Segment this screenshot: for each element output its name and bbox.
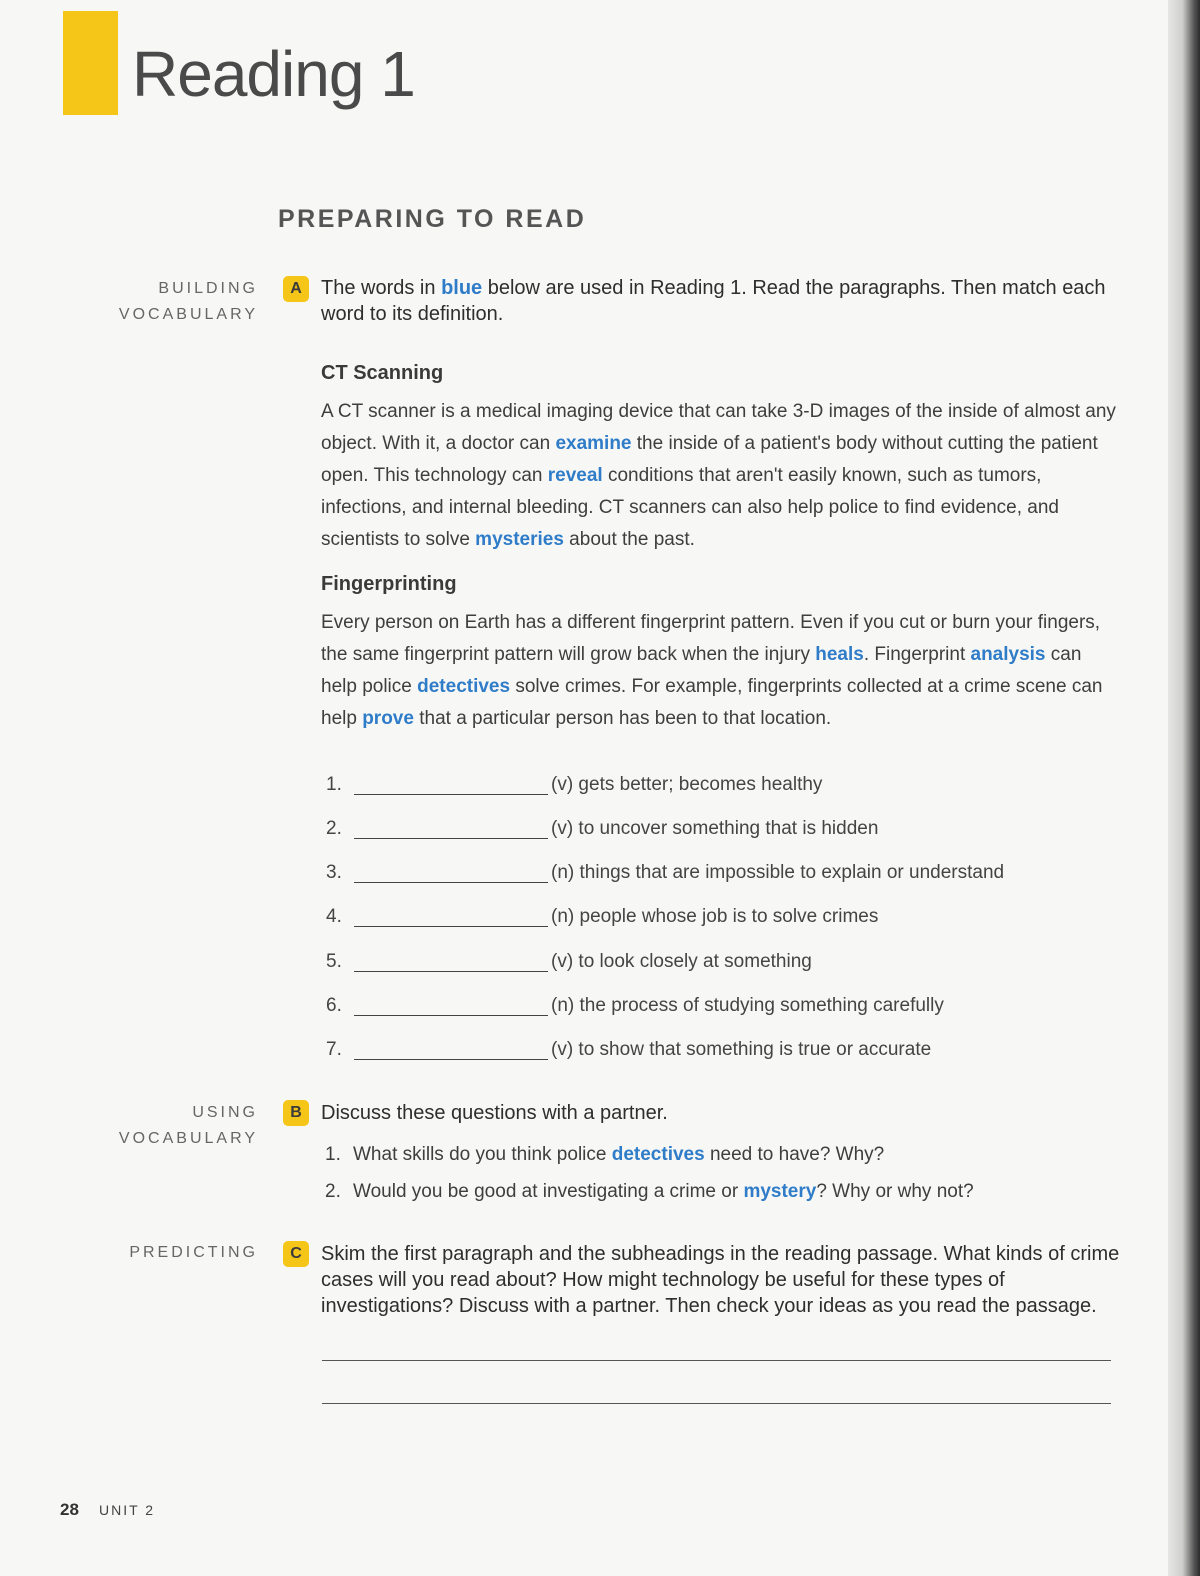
ct-paragraph: A CT scanner is a medical imaging device that can take 3-D images of the inside of almost any object. With it, a doctor can examine the inside of a patient's body without cutting the patient open. This technology can reveal conditions that aren't easily known, such as tumors, infections, and internal bleeding. CT scanners can also help police to find evidence, and scientists to solve mysteries about the past. <box>321 401 1116 550</box>
badge-b: B <box>283 1100 309 1126</box>
answer-line[interactable] <box>322 1403 1111 1404</box>
answer-blank[interactable] <box>354 1059 548 1060</box>
answer-blank[interactable] <box>354 882 548 883</box>
instruction-a: The words in blue below are used in Reading 1. Read the paragraphs. Then match each word to its definition. <box>321 277 1106 325</box>
fingerprint-heading: Fingerprinting <box>321 573 457 595</box>
side-label-building-vocabulary: BUILDING VOCABULARY <box>118 280 258 323</box>
instruction-b: Discuss these questions with a partner. <box>321 1102 668 1124</box>
answer-blank[interactable] <box>354 794 548 795</box>
page-number: 28 <box>60 1500 79 1519</box>
page-title: Reading 1 <box>132 38 415 110</box>
badge-a: A <box>283 276 309 302</box>
side-label-using-vocabulary: USING VOCABULARY <box>118 1104 258 1147</box>
unit-label: UNIT 2 <box>99 1502 156 1518</box>
answer-blank[interactable] <box>354 926 548 927</box>
side-label-predicting: PREDICTING <box>129 1244 258 1261</box>
answer-blank[interactable] <box>354 1015 548 1016</box>
answer-blank[interactable] <box>354 838 548 839</box>
book-spine-shadow <box>1168 0 1200 1576</box>
instruction-c: Skim the first paragraph and the subheadings in the reading passage. What kinds of crime cases will you read about? How might technology be useful for these types of investigations? Discuss with a partner. Then check your ideas as you read the passage. <box>321 1243 1120 1317</box>
question-2: 2. Would you be good at investigating a crime or mystery? Why or why not? <box>325 1181 974 1202</box>
answer-line[interactable] <box>322 1360 1111 1361</box>
fingerprint-paragraph: Every person on Earth has a different fingerprint pattern. Even if you cut or burn your fingers, the same fingerprint pattern will grow back when the injury heals. Fingerprint analysis can help police detectives solve crimes. For example, fingerprints collected at a crime scene can help prove that a particular person has been to that location. <box>321 612 1103 729</box>
answer-blank[interactable] <box>354 971 548 972</box>
ct-heading: CT Scanning <box>321 362 444 384</box>
section-heading: PREPARING TO READ <box>278 205 587 233</box>
badge-c: C <box>283 1241 309 1267</box>
question-1: 1. What skills do you think police detectives need to have? Why? <box>325 1144 885 1165</box>
title-color-block <box>63 11 118 115</box>
